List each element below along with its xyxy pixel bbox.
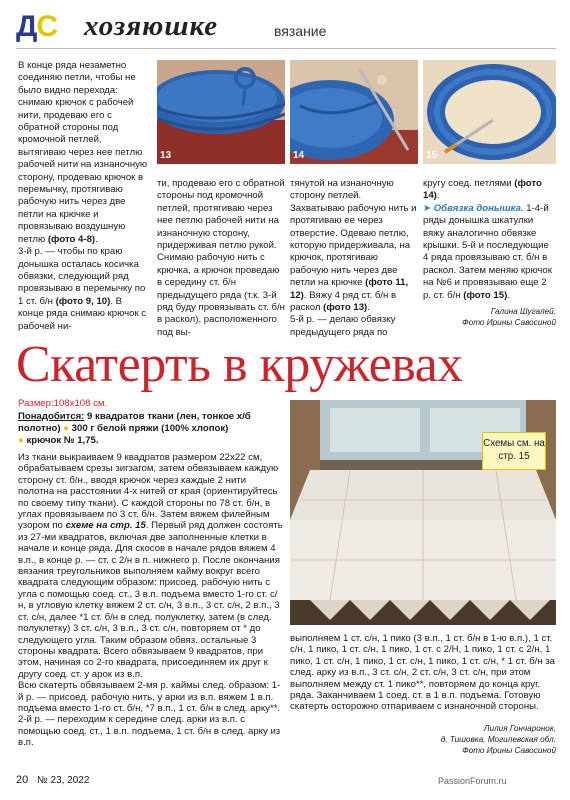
- header-divider: [16, 48, 556, 49]
- photo-13: [157, 60, 285, 164]
- magazine-logo: [16, 10, 57, 44]
- photo-14-number: 14: [293, 150, 305, 161]
- logo-letter-s: С: [36, 10, 58, 43]
- photo-14-image: [290, 60, 418, 164]
- article-paragraph-2: Всю скатерть обвязываем 2-мя р. каймы след. образом: 1-й р. — присоед. рабочую нить, у арки из в.п. вяжем 1 в.п. подъема вместо 1-го ст. б/н, *7 в.п., 1 ст. б/н в след. арку**.: [18, 680, 281, 714]
- scheme-link: схеме на стр. 15: [65, 520, 146, 532]
- top-col4-text: кругу соед. петлями (фото 14). ➤ Обвязка донышка. 1-4-й ряды донышка шкатулки вяжу аналогично обвязке крышки. 5-й и последующие 4 ряда провязываю ст. б/н в раскол. Затем меняю крючок на №6 и провязываю еще 2 р. ст. б/н (фото 15).: [423, 178, 552, 301]
- article-credit-author: Лилия Гончаронок,: [483, 723, 556, 733]
- watermark-site: PassionForum.ru: [438, 776, 507, 786]
- article-paragraph-1: Из ткани выкраиваем 9 квадратов размером 22х22 см, обрабатываем срезы зигзагом, затем обвязываем каждую сторону ст. б/н., вводя крючок через каждые 2 нити полотна на расстоянии 4-х нитей от края (ориентируйтесь по своему типу ткани). С каждой стороны по 78 ст. б/н, в углах провязываем по 3 ст. б/н. Затем вяжем филейным узором по схеме на стр. 15. Первый ряд должен состоять из 27-ми квадратов, включая две заполненные клетки в начале и конце ряда. Для скосов в начале рядов вяжем 4 в.п., в конце р. — ст. с 2/н в п. нижнего р. После окончания вязания треугольников выполняем кайму вокруг всего квадрата следующим образом: присоед. рабочую нить с угла с помощью соед. ст., 3 в.п. подъема вместо 1-го ст. с/н, в угловую клетку вяжем 2 ст. с/н, 3 в.п., 3 ст. с/н, 2 в.п., 3 ст. с/н, далее *1 ст. б/н в след. полуклетку, затем (в след. полуклетку) 3 ст. с/н, 3 в.п., 3 ст. с/н, повторяем от * до следующего угла. Таким образом обвяз. остальные 3 стороны квадрата. Всего обвязываем 9 квадратов, при этом, начиная со 2-го квадрата, присоединяем их друг к другу соед. ст. у арок из в.п.: [18, 452, 283, 680]
- issue-number: № 23, 2022: [37, 775, 90, 786]
- magazine-header: [16, 8, 556, 48]
- bullet-icon: ●: [63, 423, 70, 435]
- photo-13-number: 13: [160, 150, 172, 161]
- page-number: 20: [16, 774, 29, 786]
- photo-15-number: 15: [426, 150, 438, 161]
- photo-13-image: [157, 60, 285, 164]
- article-credit-place: д. Тишовка, Могилевская обл.: [440, 734, 556, 744]
- top-column-3: [290, 178, 418, 339]
- article-body-left: [18, 452, 284, 749]
- article-credit-photo: Фото Ирины Савосиной: [462, 745, 556, 755]
- arrow-icon: ➤: [423, 202, 434, 214]
- article-credits: [290, 723, 556, 756]
- top-col2-text: ти, продеваю его с обратной стороны под кромочной петлей, протягиваю через нее петлю рабочей нити на изнаночную сторону, придерживая петлю рукой. Снимаю рабочую нить с крючка, а крючок проведаю в середину ст. б/н предыдущего ряда (т.к. 3-й ряд буду провязывать ст. б/н в раскол), расположенного под вы-: [157, 178, 285, 338]
- top-credit-photo: Фото Ирины Савосиной: [462, 318, 556, 328]
- top-credit-author: Галина Шугалей.: [490, 307, 556, 317]
- logo-letter-d: Д: [16, 10, 37, 43]
- photo-15: [423, 60, 556, 164]
- section-tag: вязание: [274, 23, 327, 39]
- article-paragraph-3: 2-й р. — переходим к середине след. арки из в.п. с помощью соед. ст., 1 в.п. подъема, 1 ст. б/н в след. арку из в.п.: [18, 714, 281, 749]
- article-body-right: [290, 633, 556, 756]
- schemes-callout: Схемы см. на стр. 15: [482, 432, 546, 470]
- materials-list: Понадобится: 9 квадратов ткани (лен, тонкое х/б полотно) ● 300 г белой пряжи (100% хлопок) ● крючок № 1,75.: [18, 411, 251, 447]
- materials-label: Понадобится:: [18, 411, 85, 422]
- top-column-4: [423, 178, 556, 328]
- bullet-icon: ●: [18, 435, 24, 447]
- top-col3-text: тянутой на изнаночную сторону петлей. Захватываю рабочую нить и протягиваю ее через отверстие. Одеваю петлю, которую придерживала, на крючок, протягиваю рабочую нить через две петли на крючке (фото 11, 12). Вяжу 4 ряд ст. б/н в раскол (фото 13). 5-й р. — делаю обвязку предыдущего ряда по: [290, 178, 417, 338]
- top-col1-text: В конце ряда незаметно соединяю петли, чтобы не было видно перехода: снимаю крючок с рабочей нити, продеваю его с обратной стороны под кромочной петлей, вытягиваю через нее петлю рабочей нити на изнаночную сторону, продеваю крючок в перемычку, протягиваю рабочую нить через две петли на крючке и провязываю воздушную петлю (фото 4-8). 3-й р. — чтобы по краю донышка осталась косичка обвязки, следующий ряд провязываю в перемычку по 1 ст. б/н (фото 9, 10). В конце ряда снимаю крючок с рабочей ни-: [18, 60, 148, 332]
- article-size: Размер:108х108 см.: [18, 398, 108, 409]
- top-column-1: [18, 60, 150, 333]
- magazine-brand: хозяюшке: [84, 10, 219, 42]
- article-paragraph-4: выполняем 1 ст. с/н, 1 пико (3 в.п., 1 ст. б/н в 1-ю в.п.), 1 ст. с/н, 1 пико, 1 ст. с/н, 1 пико, 1 ст. с 2/Н, 1 пико, 1 ст. с 2/н, 1 пико, 1 ст. с/н, 1 пико, 1 ст. с/н, 1 пико, 1 ст. с/н, * 1 ст. б/н за след. арку из в.п., 3 ст. с/н, 2 ст. с/н, 3 ст. с/н, при этом выполняем между ст. 1 пико**, повторяем до конца круг. ряда. Заканчиваем 1 соед. ст. в 1 в.п. подъема. Готовую скатерть осторожно отпариваем с изнаночной стороны.: [290, 633, 555, 713]
- photo-14: [290, 60, 418, 164]
- photo-15-image: [423, 60, 556, 164]
- top-column-2: [157, 178, 285, 339]
- article-title: Скатерть в кружевах: [16, 336, 463, 393]
